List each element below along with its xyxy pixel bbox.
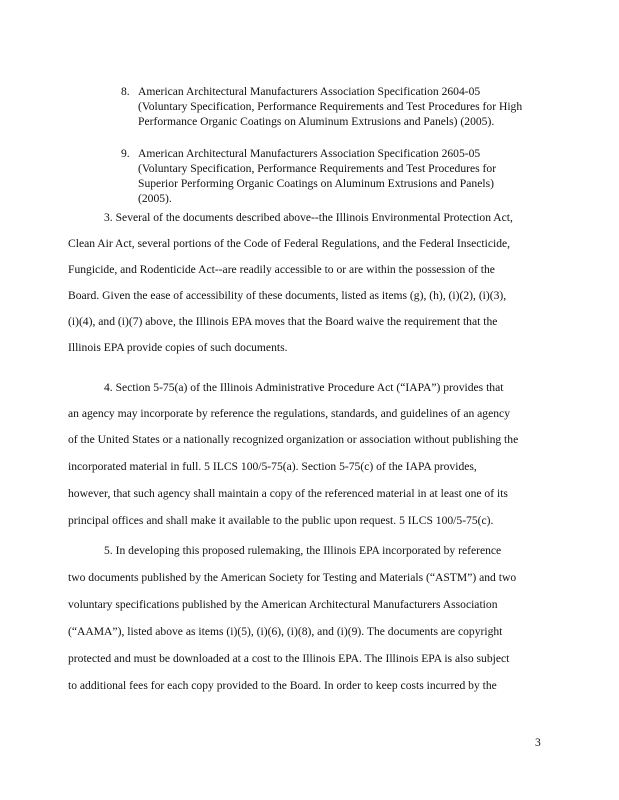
list-item-line: (Voluntary Specification, Performance Requirements and Test Procedures for High xyxy=(138,100,523,113)
page-number: 3 xyxy=(535,736,541,749)
paragraph-line: an agency may incorporate by reference the regulations, standards, and guidelines of an agency xyxy=(68,407,510,420)
list-item-line: American Architectural Manufacturers Association Specification 2605-05 xyxy=(138,147,481,160)
list-item-number: 8. xyxy=(121,85,130,98)
list-item-line: Performance Organic Coatings on Aluminum Extrusions and Panels) (2005). xyxy=(138,115,495,128)
list-item-line: (2005). xyxy=(138,192,172,205)
paragraph-line: voluntary specifications published by the American Architectural Manufacturers Association xyxy=(68,598,498,611)
list-item-line: American Architectural Manufacturers Association Specification 2604-05 xyxy=(138,85,481,98)
list-item-line: Superior Performing Organic Coatings on Aluminum Extrusions and Panels) xyxy=(138,177,494,190)
paragraph-line: 3. Several of the documents described above--the Illinois Environmental Protection Act, xyxy=(104,211,513,224)
list-item-8 xyxy=(121,84,561,129)
paragraph-line: (i)(4), and (i)(7) above, the Illinois EPA moves that the Board waive the requirement that the xyxy=(68,315,498,328)
list-item-number: 9. xyxy=(121,147,130,160)
paragraph-line: two documents published by the American Society for Testing and Materials (“ASTM”) and two xyxy=(68,571,517,584)
list-item-9 xyxy=(121,146,561,206)
list-item-line: (Voluntary Specification, Performance Requirements and Test Procedures for xyxy=(138,162,497,175)
paragraph-line: 4. Section 5-75(a) of the Illinois Administrative Procedure Act (“IAPA”) provides that xyxy=(104,381,504,394)
paragraph-line: incorporated material in full. 5 ILCS 100/5-75(a). Section 5-75(c) of the IAPA provides, xyxy=(68,460,477,473)
paragraph-line: (“AAMA”), listed above as items (i)(5), (i)(6), (i)(8), and (i)(9). The documents are copyright xyxy=(68,625,503,638)
paragraph-line: principal offices and shall make it available to the public upon request. 5 ILCS 100/5-75(c). xyxy=(68,514,494,527)
paragraph-line: 5. In developing this proposed rulemaking, the Illinois EPA incorporated by reference xyxy=(104,544,502,557)
paragraph-line: to additional fees for each copy provided to the Board. In order to keep costs incurred by the xyxy=(68,679,497,692)
paragraph-line: Illinois EPA provide copies of such documents. xyxy=(68,341,288,354)
paragraph-line: Clean Air Act, several portions of the Code of Federal Regulations, and the Federal Insecticide, xyxy=(68,237,511,250)
paragraph-line: Fungicide, and Rodenticide Act--are readily accessible to or are within the possession of the xyxy=(68,263,495,276)
paragraph-line: of the United States or a nationally recognized organization or association without publishing the xyxy=(68,433,519,446)
paragraph-line: protected and must be downloaded at a cost to the Illinois EPA. The Illinois EPA is also subject xyxy=(68,652,510,665)
paragraph-line: however, that such agency shall maintain a copy of the referenced material in at least one of its xyxy=(68,487,508,500)
paragraph-line: Board. Given the ease of accessibility of these documents, listed as items (g), (h), (i)(2), (i)(3), xyxy=(68,289,507,302)
